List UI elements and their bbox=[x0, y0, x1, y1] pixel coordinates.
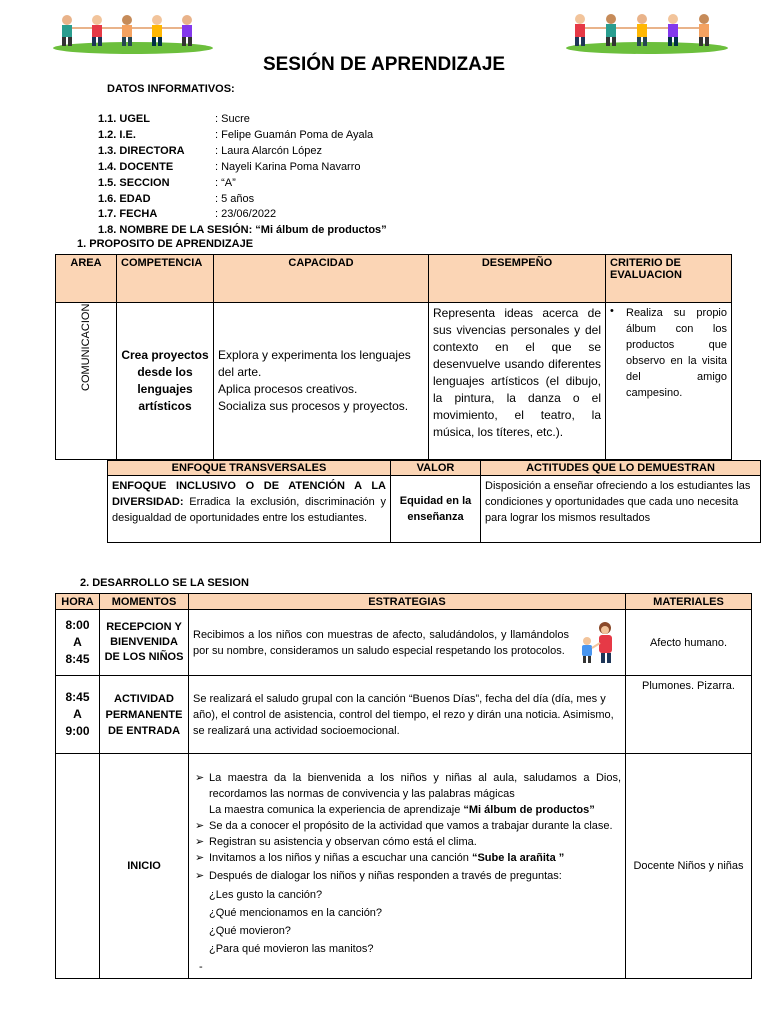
kids-banner-right-image bbox=[565, 10, 729, 54]
info-value: : 23/06/2022 bbox=[215, 208, 277, 220]
desempeno-cell: Representa ideas acerca de sus vivencias personales y del contexto en el que se desenvuelve usando diferentes lenguajes artísticos (el dibujo, la pintura, la danza o el movimiento, el teatro, la música, los títeres, etc.). bbox=[429, 303, 606, 460]
hora-cell: 8:00 A 8:45 bbox=[56, 610, 100, 676]
bullet-icon: • bbox=[610, 305, 614, 317]
info-label: 1.1. UGEL bbox=[98, 113, 150, 125]
col-header-competencia: COMPETENCIA bbox=[117, 255, 214, 303]
competencia-cell: Crea proyectos desde los lenguajes artísticos bbox=[117, 303, 214, 460]
info-label: 1.5. SECCION bbox=[98, 177, 170, 189]
strategy-text: Invitamos a los niños y niñas a escuchar una canción bbox=[209, 852, 472, 864]
dash-marker: - bbox=[199, 961, 203, 973]
list-item bbox=[195, 818, 621, 834]
col-header-actitudes: ACTITUDES QUE LO DEMUESTRAN bbox=[481, 461, 761, 476]
question: ¿Qué mencionamos en la canción? bbox=[209, 907, 383, 919]
info-label: 1.2. I.E. bbox=[98, 129, 136, 141]
datos-informativos-heading: DATOS INFORMATIVOS: bbox=[107, 83, 235, 95]
question: ¿Les gusto la canción? bbox=[209, 889, 323, 901]
col-header-area: AREA bbox=[56, 255, 117, 303]
momento-cell: INICIO bbox=[100, 754, 189, 979]
strategy-text: Registran su asistencia y observan cómo está el clima. bbox=[209, 836, 477, 848]
list-item bbox=[195, 850, 621, 866]
purpose-table bbox=[55, 254, 732, 460]
song-name: “Sube la arañita ” bbox=[471, 852, 565, 864]
desarrollo-table bbox=[55, 593, 752, 979]
enfoque-cell bbox=[108, 476, 391, 543]
arrow-bullet-icon: ➢ bbox=[195, 820, 205, 832]
strategy-text: La maestra da la bienvenida a los niños y niñas al aula, saludamos a Dios, recordamos las normas de convivencia y las palabras mágicas bbox=[209, 772, 621, 800]
estrategia-cell bbox=[189, 610, 626, 676]
info-value: : Nayeli Karina Poma Navarro bbox=[215, 161, 361, 173]
col-header-momentos: MOMENTOS bbox=[100, 594, 189, 610]
col-header-capacidad: CAPACIDAD bbox=[214, 255, 429, 303]
col-header-desempeno: DESEMPEÑO bbox=[429, 255, 606, 303]
hora-cell: 8:45 A 9:00 bbox=[56, 676, 100, 754]
col-header-materiales: MATERIALES bbox=[626, 594, 752, 610]
area-label: COMUNICACION bbox=[80, 303, 92, 391]
materiales-cell: Plumones. Pizarra. bbox=[626, 676, 752, 754]
criterio-cell bbox=[606, 303, 732, 460]
capacidad-line: Socializa sus procesos y proyectos. bbox=[218, 399, 409, 413]
col-header-estrategias: ESTRATEGIAS bbox=[189, 594, 626, 610]
momento-cell: ACTIVIDAD PERMANENTE DE ENTRADA bbox=[100, 676, 189, 754]
materiales-cell: Afecto humano. bbox=[626, 610, 752, 676]
col-header-criterio: CRITERIO DE EVALUACION bbox=[606, 255, 732, 303]
strategy-text: La maestra comunica la experiencia de aprendizaje bbox=[209, 804, 464, 816]
arrow-bullet-icon: ➢ bbox=[195, 852, 205, 864]
info-value: : “A” bbox=[215, 177, 236, 189]
info-value: : Felipe Guamán Poma de Ayala bbox=[215, 129, 374, 141]
capacidad-line: Explora y experimenta los lenguajes del arte. bbox=[218, 348, 411, 379]
table-row bbox=[56, 754, 752, 979]
col-header-valor: VALOR bbox=[391, 461, 481, 476]
col-header-enfoque: ENFOQUE TRANSVERSALES bbox=[108, 461, 391, 476]
materiales-cell: Docente Niños y niñas bbox=[626, 754, 752, 979]
arrow-bullet-icon: ➢ bbox=[195, 870, 205, 882]
estrategia-cell bbox=[189, 754, 626, 979]
strategy-text: Se da a conocer el propósito de la actividad que vamos a trabajar durante la clase. bbox=[209, 820, 613, 832]
arrow-bullet-icon: ➢ bbox=[195, 772, 205, 784]
list-item bbox=[195, 770, 621, 818]
criterio-text: Realiza su propio álbum con los productos que observo en la visita del amigo campesino. bbox=[626, 307, 727, 399]
info-label: 1.6. EDAD bbox=[98, 193, 151, 205]
enfoque-name: ENFOQUE INCLUSIVO O DE ATENCIÓN A LA DIVERSIDAD: bbox=[112, 480, 386, 508]
momento-cell: RECEPCION Y BIENVENIDA DE LOS NIÑOS bbox=[100, 610, 189, 676]
question: ¿Qué movieron? bbox=[209, 925, 291, 937]
list-item bbox=[195, 834, 621, 850]
col-header-hora: HORA bbox=[56, 594, 100, 610]
strategy-text: Después de dialogar los niños y niñas responden a través de preguntas: bbox=[209, 870, 562, 882]
section-desarrollo-title: 2. DESARROLLO SE LA SESION bbox=[80, 577, 249, 589]
estrategia-cell: Se realizará el saludo grupal con la canción “Buenos Días”, fecha del día (día, mes y año), el control de asistencia, control del tiempo, el rezo y dirán una noticia. Asimismo, se realizará una actividad socioemocional. bbox=[189, 676, 626, 754]
area-cell bbox=[56, 303, 117, 460]
teacher-kids-image bbox=[575, 621, 621, 665]
question: ¿Para qué movieron las manitos? bbox=[209, 943, 374, 955]
info-value: : Laura Alarcón López bbox=[215, 145, 323, 157]
table-row bbox=[56, 610, 752, 676]
hora-cell bbox=[56, 754, 100, 979]
kids-banner-left-image bbox=[52, 12, 214, 54]
arrow-bullet-icon: ➢ bbox=[195, 836, 205, 848]
estrategia-text: Recibimos a los niños con muestras de afecto, saludándolos, y llamándolos por su nombre, consideramos un saludo especial respetando los protocolos. bbox=[193, 628, 569, 657]
info-label: 1.7. FECHA bbox=[98, 208, 158, 220]
section-purpose-title: 1. PROPOSITO DE APRENDIZAJE bbox=[77, 238, 254, 250]
info-label: 1.4. DOCENTE bbox=[98, 161, 174, 173]
session-name: 1.8. NOMBRE DE LA SESIÓN: “Mi álbum de productos” bbox=[98, 224, 387, 236]
actitudes-cell: Disposición a enseñar ofreciendo a los estudiantes las condiciones y oportunidades que cada uno necesita para lograr los mismos resultados bbox=[481, 476, 761, 543]
info-value: : 5 años bbox=[215, 193, 255, 205]
table-row bbox=[56, 676, 752, 754]
list-item bbox=[195, 868, 621, 884]
experience-name: “Mi álbum de productos” bbox=[463, 804, 595, 816]
enfoque-description: Erradica la exclusión, discriminación y desigualdad de oportunidades entre los estudiantes. bbox=[112, 496, 386, 524]
enfoque-table bbox=[107, 460, 761, 543]
page-title: SESIÓN DE APRENDIZAJE bbox=[262, 54, 506, 75]
info-label: 1.3. DIRECTORA bbox=[98, 145, 185, 157]
capacidad-cell bbox=[214, 303, 429, 460]
valor-cell: Equidad en la enseñanza bbox=[391, 476, 481, 543]
info-value: : Sucre bbox=[215, 113, 250, 125]
capacidad-line: Aplica procesos creativos. bbox=[218, 382, 358, 396]
